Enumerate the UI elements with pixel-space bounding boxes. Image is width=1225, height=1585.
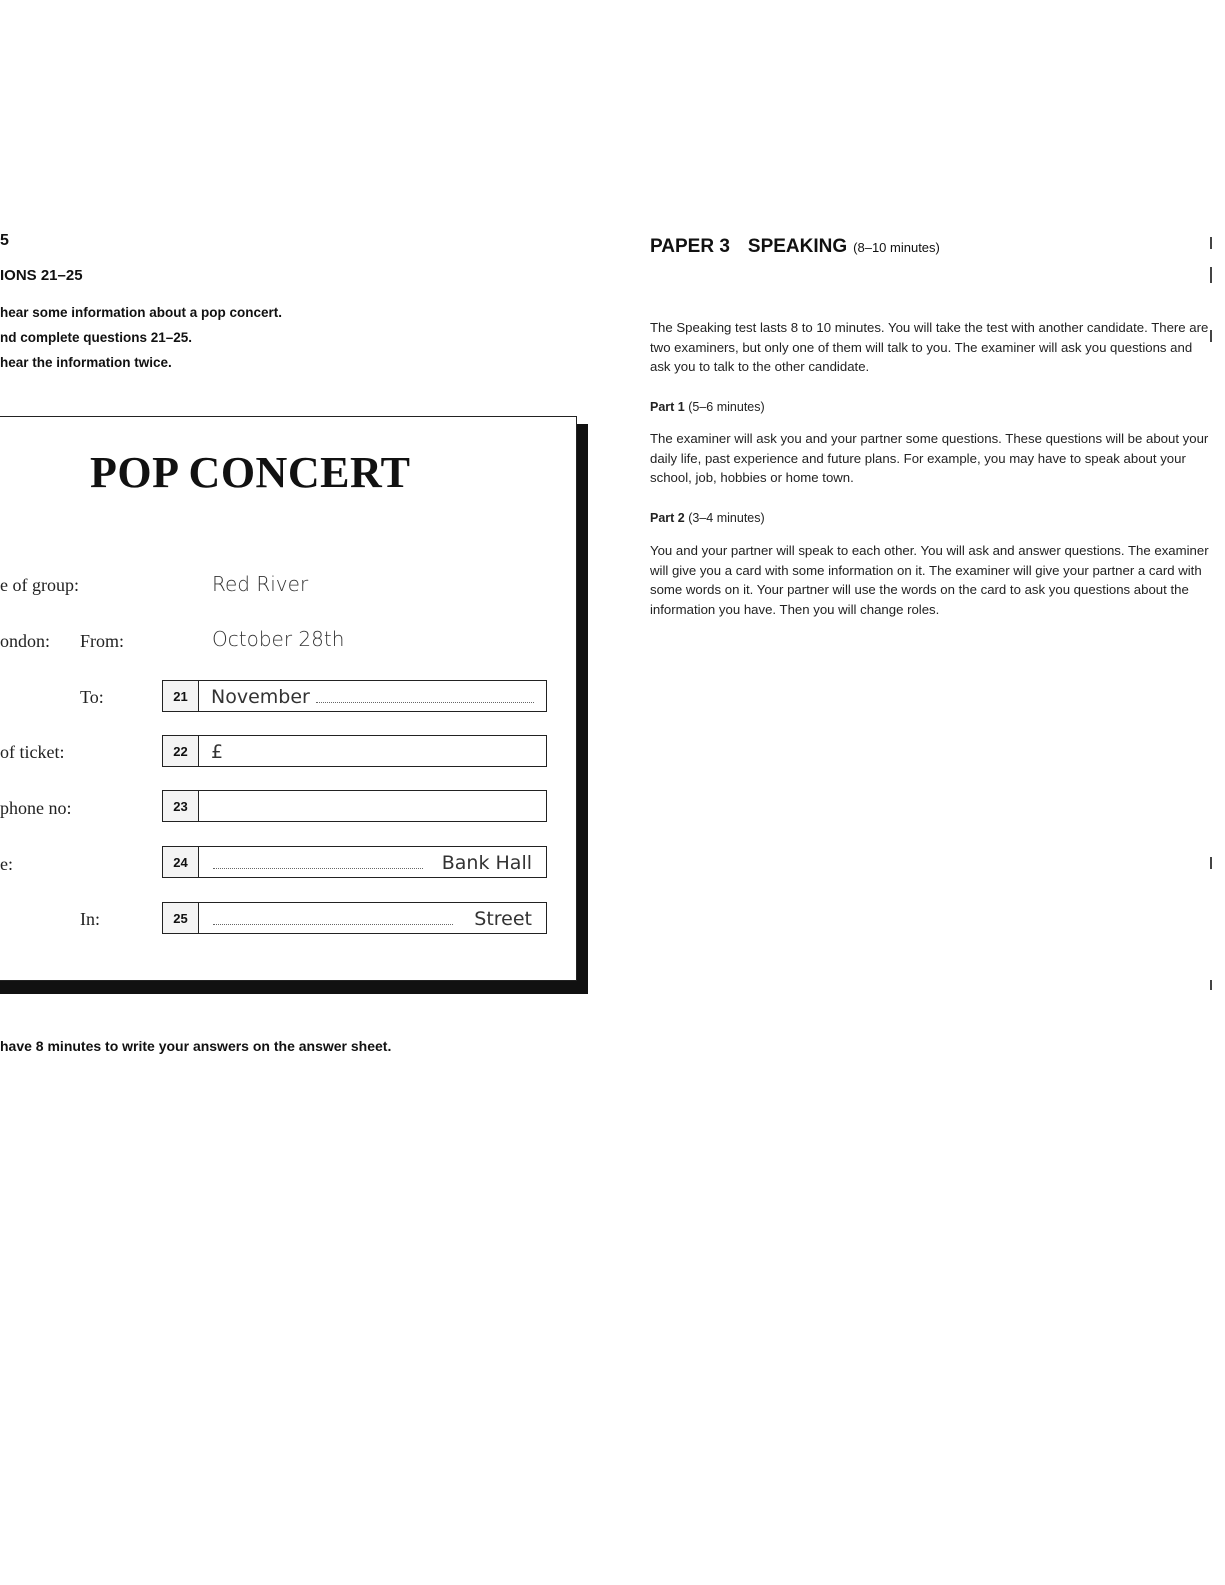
- question-number-21: 21: [163, 681, 199, 711]
- part1-time: (5–6 minutes): [688, 400, 765, 414]
- answer-24-dotted-line: [213, 868, 423, 869]
- answer-box-24[interactable]: [162, 846, 547, 878]
- part2-title: Part 2: [650, 511, 685, 525]
- instruction-line-1: hear some information about a pop concert.: [0, 305, 283, 320]
- in-label: In:: [80, 909, 100, 929]
- paper-heading: [650, 236, 940, 258]
- part2-text: You and your partner will speak to each other. You will ask and answer questions. The examiner will give you a card with some information on it. The examiner will give your partner a card with some words on it. Your partner will use the words on the card to ask you questions about the information you have. Then you will change roles.: [650, 543, 1209, 617]
- answer-box-21[interactable]: [162, 680, 547, 712]
- edge-mark: [1210, 330, 1212, 342]
- place-label: e:: [0, 854, 13, 874]
- answer-21-dotted-line: [316, 702, 534, 703]
- part-number: 5: [0, 232, 9, 249]
- from-date-value: October 28th: [212, 627, 345, 651]
- part2-heading: [650, 511, 765, 525]
- section-duration: (8–10 minutes): [853, 240, 940, 255]
- speaking-intro: The Speaking test lasts 8 to 10 minutes. You will take the test with another candidate. There are two examiners, but only one of them will talk to you. The examiner will ask you questions and ask you to talk to the other candidate.: [650, 320, 1209, 374]
- form-title: POP CONCERT: [90, 448, 411, 497]
- part1-heading: [650, 400, 765, 414]
- from-label: From:: [80, 631, 125, 651]
- instruction-line-3: hear the information twice.: [0, 355, 172, 370]
- answer-box-25[interactable]: [162, 902, 547, 934]
- group-name-label: e of group:: [0, 575, 79, 595]
- answer-21-prefix: November: [211, 686, 310, 708]
- answer-25-dotted-line: [213, 924, 453, 925]
- paper-number: PAPER 3: [650, 236, 730, 257]
- edge-mark: [1210, 980, 1212, 990]
- phone-label: phone no:: [0, 798, 72, 818]
- answer-sheet-note: have 8 minutes to write your answers on the answer sheet.: [0, 1038, 392, 1054]
- answer-box-22[interactable]: [162, 735, 547, 767]
- edge-mark: [1210, 237, 1212, 249]
- group-name-value: Red River: [212, 572, 309, 596]
- questions-heading: IONS 21–25: [0, 267, 83, 284]
- question-number-25: 25: [163, 903, 199, 933]
- instruction-line-2: nd complete questions 21–25.: [0, 330, 193, 345]
- edge-mark: [1210, 267, 1212, 283]
- pound-sign: £: [211, 741, 224, 763]
- answer-box-23[interactable]: [162, 790, 547, 822]
- part2-time: (3–4 minutes): [688, 511, 765, 525]
- question-number-24: 24: [163, 847, 199, 877]
- question-number-22: 22: [163, 736, 199, 766]
- answer-25-suffix: Street: [474, 908, 532, 930]
- answer-24-suffix: Bank Hall: [441, 852, 532, 874]
- edge-mark: [1210, 857, 1212, 869]
- part1-title: Part 1: [650, 400, 685, 414]
- london-label: ondon:: [0, 631, 51, 651]
- question-number-23: 23: [163, 791, 199, 821]
- to-label: To:: [80, 687, 104, 707]
- ticket-price-label: of ticket:: [0, 742, 65, 762]
- part1-text: The examiner will ask you and your partner some questions. These questions will be about your daily life, past experience and future plans. For example, you may have to speak about your school, job, hobbies or home town.: [650, 431, 1209, 485]
- section-name: SPEAKING: [747, 236, 848, 257]
